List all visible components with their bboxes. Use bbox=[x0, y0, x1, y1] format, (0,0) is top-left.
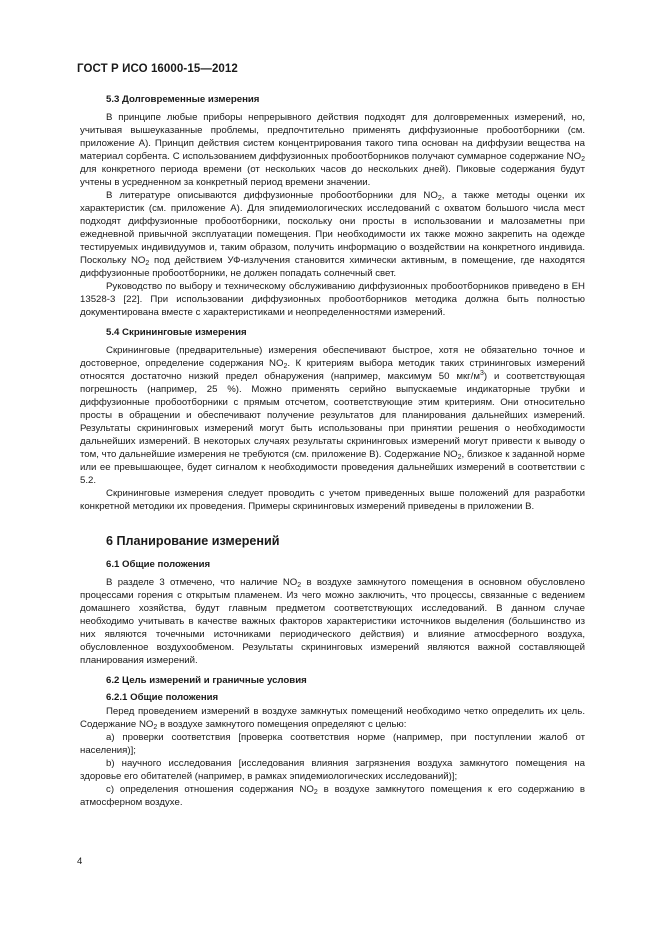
section-5-3-paragraph-2: В литературе описываются диффузионные пробоотборники для $NO_2$, а также методы оценки их характеристик (см. приложение А). Для эпидемиологических исследований с охватом большого числа мест подходят диффузионные пробоотборники, поскольку они просты в использовании и малозаметны при ежедневной привычной эксплуатации помещения. При необходимости их также можно закрепить на одежде тестируемых индивидуумов и, таким образом, получить информацию о воздействии на конкретного индивида. Поскольку $NO_2$ под действием УФ-излучения становится химически активным, в помещение, где находятся диффузионные пробоотборники, не должен попадать солнечный свет. bbox=[80, 190, 585, 279]
section-5-4-paragraph-2: Скрининговые измерения следует проводить с учетом приведенных выше положений для разработки конкретной методики их проведения. Примеры скрининговых измерений приведены в приложении В. bbox=[80, 488, 585, 512]
section-5-3-heading: 5.3 Долговременные измерения bbox=[106, 94, 260, 105]
section-6-2-1-heading: 6.2.1 Общие положения bbox=[106, 692, 219, 703]
section-5-4-paragraph-1: Скрининговые (предварительные) измерения обеспечивают быстрое, хотя не обязательно точное и достоверное, определение содержания $NO_2$. К критериям выбора методик таких стрининговых измерений относятся достаточно низкий предел обнаружения (например, максимум 50 мкг/$м^3$) и соответствующая погрешность (например, 25 %). Можно применять серийно выпускаемые индикаторные трубки и диффузионные пробоотборники с прямым отсчетом, соответствующие этим критериям. Они относительно просты в обращении и обеспечивают получение результатов для планирования дальнейших измерений. Результаты скрининговых измерений могут быть использованы при принятии решения о необходимости дальнейших измерений. В некоторых случаях результаты скрининговых измерений могут привести к выводу о том, что дальнейшие измерения не требуются (см. приложение В). Содержание $NO_2$, близкое к заданной норме или ее превышающее, будет сигналом к необходимости проведения дальнейших измерений в соответствии с 5.2. bbox=[80, 345, 585, 486]
list-item-b: b) научного исследования [исследования влияния загрязнения воздуха замкнутого помещения на здоровье его обитателей (например, в рамках эпидемиологических исследований)]; bbox=[80, 758, 585, 782]
section-6-1-heading: 6.1 Общие положения bbox=[106, 559, 211, 570]
section-6-heading: 6 Планирование измерений bbox=[106, 534, 280, 548]
section-5-3-paragraph-3: Руководство по выбору и техническому обслуживанию диффузионных пробоотборников приведено в ЕН 13528-3 [22]. При использовании диффузионных пробоотборников методика должна быть полностью документирована вместе с характеристиками и неопределенностями измерений. bbox=[80, 281, 585, 318]
section-5-3-paragraph-1: В принципе любые приборы непрерывного действия подходят для долговременных измерений, но, учитывая вышеуказанные проблемы, предпочтительно применять диффузионные пробоотборники (см. приложение А). Принцип действия систем концентрирования такого типа основан на диффузии вещества на материал сорбента. С использованием диффузионных пробоотборников получают суммарное содержание $NO_2$ для конкретного периода времени (от нескольких часов до нескольких дней). Пиковые содержания будут учтены в усредненном за конкретный период времени значении. bbox=[80, 112, 585, 188]
page-content bbox=[80, 94, 585, 809]
list-item-a: а) проверки соответствия [проверка соответствия норме (например, при поступлении жалоб от населения)]; bbox=[80, 732, 585, 756]
section-6-1-paragraph: В разделе 3 отмечено, что наличие $NO_2$ в воздухе замкнутого помещения в основном обусловлено процессами горения с открытым пламенем. Из чего можно заключить, что процессы, связанные с ведением домашнего хозяйства, будут главным предметом соответствующих исследований. В данном случае необходимо учитывать в качестве важных факторов характеристики источников выделения (большинство из них являются точечными источниками периодического действия) и влияние атмосферного воздуха, обусловленное воздухообменом. Результаты скрининговых измерений являются важной составляющей планирования измерений. bbox=[80, 577, 585, 666]
section-5-4-heading: 5.4 Скрининговые измерения bbox=[106, 327, 247, 338]
section-6-2-1-paragraph: Перед проведением измерений в воздухе замкнутых помещений необходимо четко определить их цель. Содержание $NO_2$ в воздухе замкнутого помещения определяют с целью: bbox=[80, 706, 585, 731]
list-item-c: с) определения отношения содержания $NO_2$ в воздухе замкнутого помещения к его содержанию в атмосферном воздухе. bbox=[80, 784, 585, 808]
page-number: 4 bbox=[77, 856, 83, 867]
section-6-2-heading: 6.2 Цель измерений и граничные условия bbox=[106, 675, 307, 686]
document-header: ГОСТ Р ИСО 16000-15—2012 bbox=[77, 63, 238, 75]
